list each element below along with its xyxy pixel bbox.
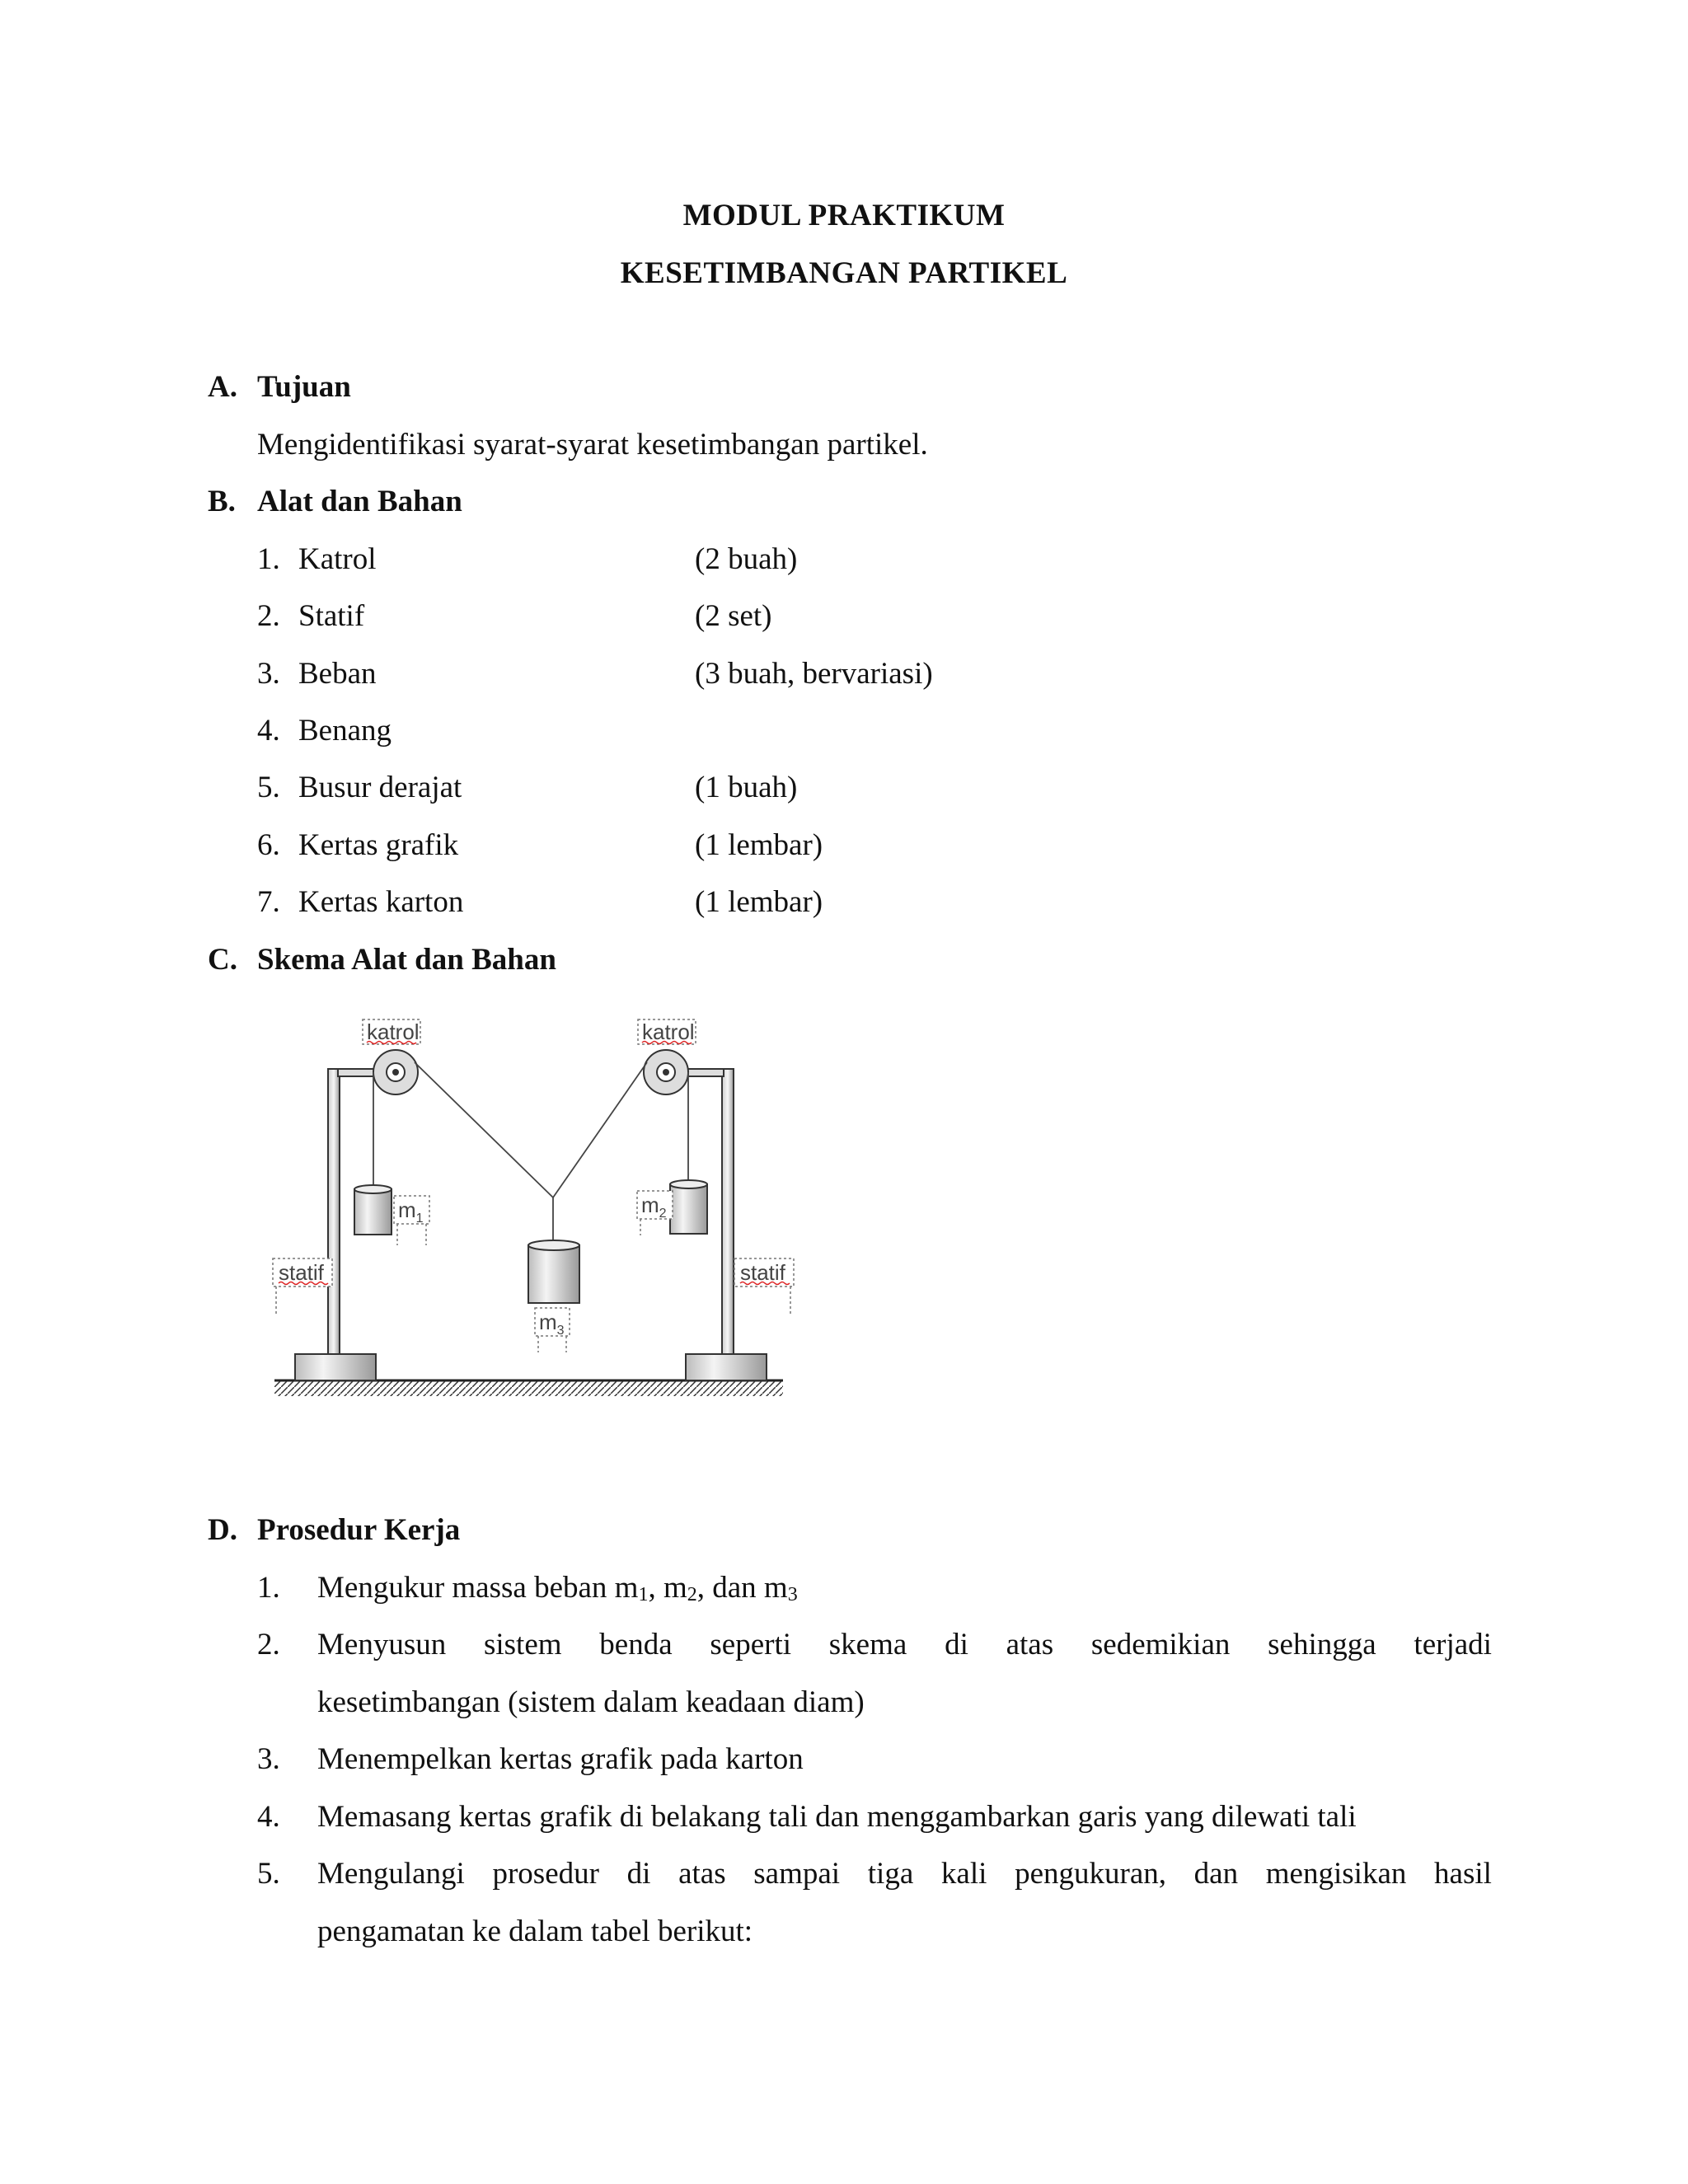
material-qty: (1 buah) — [695, 771, 798, 804]
label-stand-left: statif — [279, 1260, 324, 1285]
material-qty: (2 buah) — [695, 542, 798, 576]
step-1-text: Mengukur massa beban $m_1$, $m_2$, dan $m_3$ — [317, 1571, 798, 1605]
step-num: 2. — [257, 1628, 280, 1661]
step-num: 1. — [257, 1571, 280, 1605]
material-name: Kertas karton — [298, 885, 464, 919]
step-2-line-2: kesetimbangan (sistem dalam keadaan diam) — [317, 1685, 865, 1719]
section-a-body: Mengidentifikasi syarat-syarat kesetimbangan partikel. — [257, 428, 928, 462]
mass-m3 — [528, 1240, 579, 1303]
section-c-letter: C. — [208, 943, 237, 977]
label-m2: $m_2$ — [641, 1193, 667, 1221]
material-qty: (2 set) — [695, 599, 772, 633]
material-name: Katrol — [298, 542, 377, 576]
ground-surface — [274, 1380, 783, 1396]
material-name: Statif — [298, 599, 365, 633]
material-qty: (3 buah, bervariasi) — [695, 657, 933, 691]
material-name: Busur derajat — [298, 771, 462, 804]
mass-m1 — [354, 1185, 392, 1235]
step-num: 4. — [257, 1800, 280, 1834]
mass-m2 — [670, 1180, 707, 1234]
step-2-line-1: Menyusun sistem benda seperti skema di atas sedemikian sehingga terjadi — [317, 1628, 1492, 1661]
material-num: 2. — [257, 599, 280, 633]
title-line-2: KESETIMBANGAN PARTIKEL — [620, 256, 1068, 290]
label-pulley-left: katrol — [367, 1019, 420, 1044]
material-name: Benang — [298, 714, 392, 748]
left-pulley — [373, 1050, 418, 1094]
material-num: 3. — [257, 657, 280, 691]
material-num: 1. — [257, 542, 280, 576]
label-pulley-right: katrol — [642, 1019, 695, 1044]
material-name: Beban — [298, 657, 377, 691]
material-qty: (1 lembar) — [695, 885, 823, 919]
section-b-title: Alat dan Bahan — [257, 485, 462, 518]
section-d-title: Prosedur Kerja — [257, 1513, 461, 1547]
material-num: 5. — [257, 771, 280, 804]
step-num: 5. — [257, 1857, 280, 1891]
material-name: Kertas grafik — [298, 828, 459, 862]
step-3-text: Menempelkan kertas grafik pada karton — [317, 1742, 804, 1776]
step-num: 3. — [257, 1742, 280, 1776]
section-d-letter: D. — [208, 1513, 237, 1547]
label-m3: $m_3$ — [539, 1310, 565, 1338]
material-qty: (1 lembar) — [695, 828, 823, 862]
section-a-letter: A. — [208, 370, 237, 404]
right-pulley — [644, 1050, 688, 1094]
material-num: 4. — [257, 714, 280, 748]
equilibrium-apparatus-diagram — [268, 1018, 795, 1405]
label-m1: $m_1$ — [398, 1197, 424, 1226]
label-stand-right: statif — [740, 1260, 785, 1285]
step-5-line-2: pengamatan ke dalam tabel berikut: — [317, 1915, 753, 1948]
step-5-line-1: Mengulangi prosedur di atas sampai tiga kali pengukuran, dan mengisikan hasil — [317, 1857, 1492, 1891]
section-b-letter: B. — [208, 485, 236, 518]
section-a-title: Tujuan — [257, 370, 351, 404]
material-num: 6. — [257, 828, 280, 862]
section-c-title: Skema Alat dan Bahan — [257, 943, 556, 977]
step-4-text: Memasang kertas grafik di belakang tali dan menggambarkan garis yang dilewati tali — [317, 1800, 1357, 1834]
material-num: 7. — [257, 885, 280, 919]
title-line-1: MODUL PRAKTIKUM — [682, 199, 1006, 232]
